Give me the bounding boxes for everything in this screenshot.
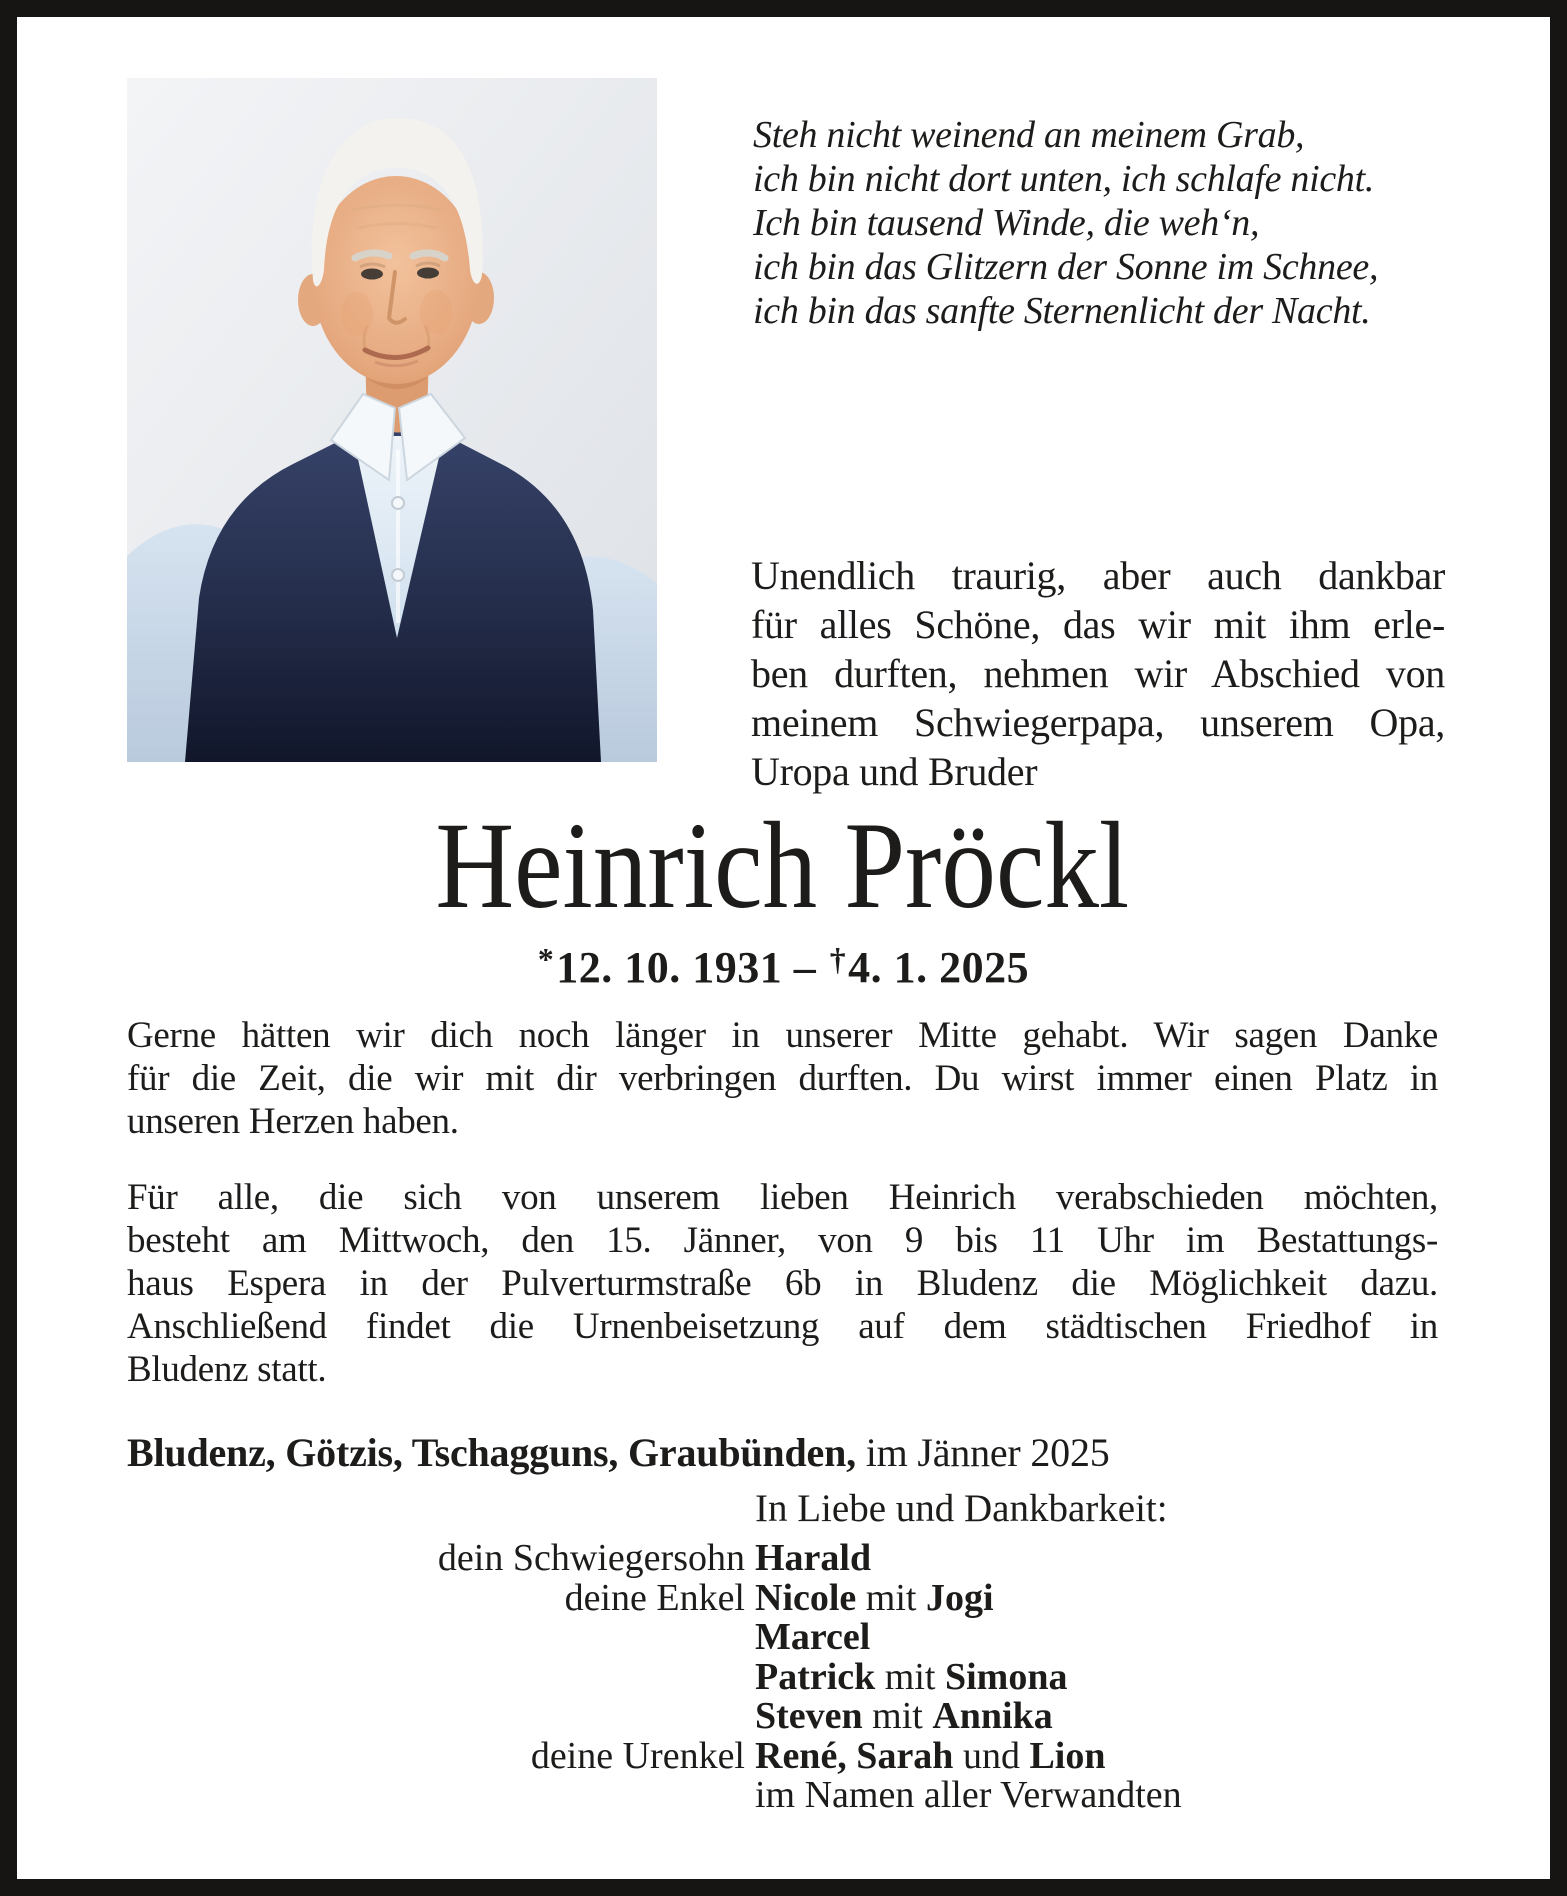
family-row	[127, 1697, 1438, 1737]
family-row	[127, 1539, 1438, 1579]
family-names	[745, 1697, 1438, 1737]
family-list	[127, 1539, 1438, 1816]
intro-line: für alles Schöne, das wir mit ihm erle-	[751, 602, 1445, 647]
family-member-name: Nicole	[755, 1576, 857, 1619]
thanks-line: Gerne hätten wir dich noch länger in unserer Mitte gehabt. Wir sagen Danke	[127, 1015, 1438, 1056]
portrait-illustration	[127, 78, 657, 762]
family-member-name: René, Sarah	[755, 1734, 954, 1777]
location-line	[127, 1429, 1438, 1476]
family-connector-text: mit	[875, 1655, 945, 1698]
farewell-line: haus Espera in der Pulverturmstraße 6b in Bludenz die Möglichkeit dazu.	[127, 1263, 1438, 1304]
family-connector-text: und	[953, 1734, 1030, 1777]
family-relation-label	[127, 1776, 745, 1816]
birth-symbol: *	[537, 942, 555, 977]
family-names	[745, 1734, 1438, 1777]
family-names	[745, 1776, 1438, 1816]
family-names	[745, 1576, 1438, 1619]
family-member-name: Lion	[1029, 1734, 1106, 1777]
family-connector-text: im Namen aller Verwandten	[755, 1774, 1182, 1816]
family-relation-label	[127, 1658, 745, 1698]
family-row	[127, 1576, 1438, 1619]
family-member-name: Jogi	[925, 1576, 994, 1619]
family-row	[127, 1655, 1438, 1698]
family-member-name: Marcel	[755, 1616, 871, 1658]
birth-date: 12. 10. 1931	[556, 943, 783, 993]
family-member-name: Simona	[944, 1655, 1068, 1698]
poem-line: ich bin das sanfte Sternenlicht der Nacht.	[753, 290, 1371, 332]
thanks-line: für die Zeit, die wir mit dir verbringen durften. Du wirst immer einen Platz in	[127, 1058, 1438, 1099]
thanks-paragraph	[127, 1014, 1438, 1143]
thanks-line: unseren Herzen haben.	[127, 1101, 459, 1142]
intro-line: Uropa und Bruder	[751, 749, 1038, 794]
poem-line: ich bin nicht dort unten, ich schlafe nicht.	[753, 158, 1375, 200]
memorial-poem	[753, 113, 1469, 333]
location-places: Bludenz, Götzis, Tschagguns, Graubünden,	[127, 1430, 856, 1475]
portrait-photo	[127, 78, 657, 762]
family-names	[745, 1655, 1438, 1698]
family-connector-text: mit	[856, 1576, 926, 1619]
family-member-name: Steven	[755, 1695, 863, 1737]
family-member-name: Patrick	[755, 1655, 876, 1698]
farewell-line: Bludenz statt.	[127, 1349, 327, 1390]
intro-line: ben durften, nehmen wir Abschied von	[751, 651, 1445, 696]
intro-line: meinem Schwiegerpapa, unserem Opa,	[751, 700, 1445, 745]
family-names	[745, 1539, 1438, 1579]
family-relation-label: deine Urenkel	[530, 1734, 745, 1777]
deceased-name-text: Heinrich Pröckl	[435, 797, 1130, 934]
intro-paragraph	[751, 551, 1445, 796]
life-dates	[127, 935, 1438, 993]
family-member-name: Harald	[755, 1537, 872, 1579]
farewell-line: Anschließend findet die Urnenbeisetzung auf dem städtischen Friedhof in	[127, 1306, 1438, 1347]
closing-heading: In Liebe und Dankbarkeit:	[755, 1487, 1168, 1530]
dates-separator: –	[793, 943, 817, 993]
family-relation-label: dein Schwiegersohn	[437, 1537, 745, 1579]
death-date: 4. 1. 2025	[848, 943, 1030, 993]
death-symbol: †	[829, 942, 847, 977]
farewell-line: besteht am Mittwoch, den 15. Jänner, von 9 bis 11 Uhr im Bestattungs-	[127, 1220, 1438, 1261]
obituary-sheet	[17, 17, 1550, 1879]
family-connector-text: mit	[862, 1695, 933, 1737]
family-relation-label: deine Enkel	[564, 1576, 745, 1619]
intro-line: Unendlich traurig, aber auch dankbar	[751, 553, 1445, 598]
family-relation-label	[127, 1618, 745, 1658]
family-row	[127, 1776, 1438, 1816]
family-relation-label	[127, 1697, 745, 1737]
farewell-paragraph	[127, 1176, 1438, 1391]
poem-line: Steh nicht weinend an meinem Grab,	[753, 114, 1305, 156]
family-row	[127, 1618, 1438, 1658]
poem-line: Ich bin tausend Winde, die weh‘n,	[753, 202, 1260, 244]
farewell-line: Für alle, die sich von unserem lieben Heinrich verabschieden möchten,	[127, 1177, 1438, 1218]
poem-line: ich bin das Glitzern der Sonne im Schnee,	[753, 246, 1379, 288]
family-row	[127, 1734, 1438, 1777]
deceased-name	[127, 794, 1438, 937]
family-member-name: Annika	[932, 1695, 1053, 1737]
family-names	[745, 1618, 1438, 1658]
location-date: im Jänner 2025	[865, 1430, 1110, 1475]
